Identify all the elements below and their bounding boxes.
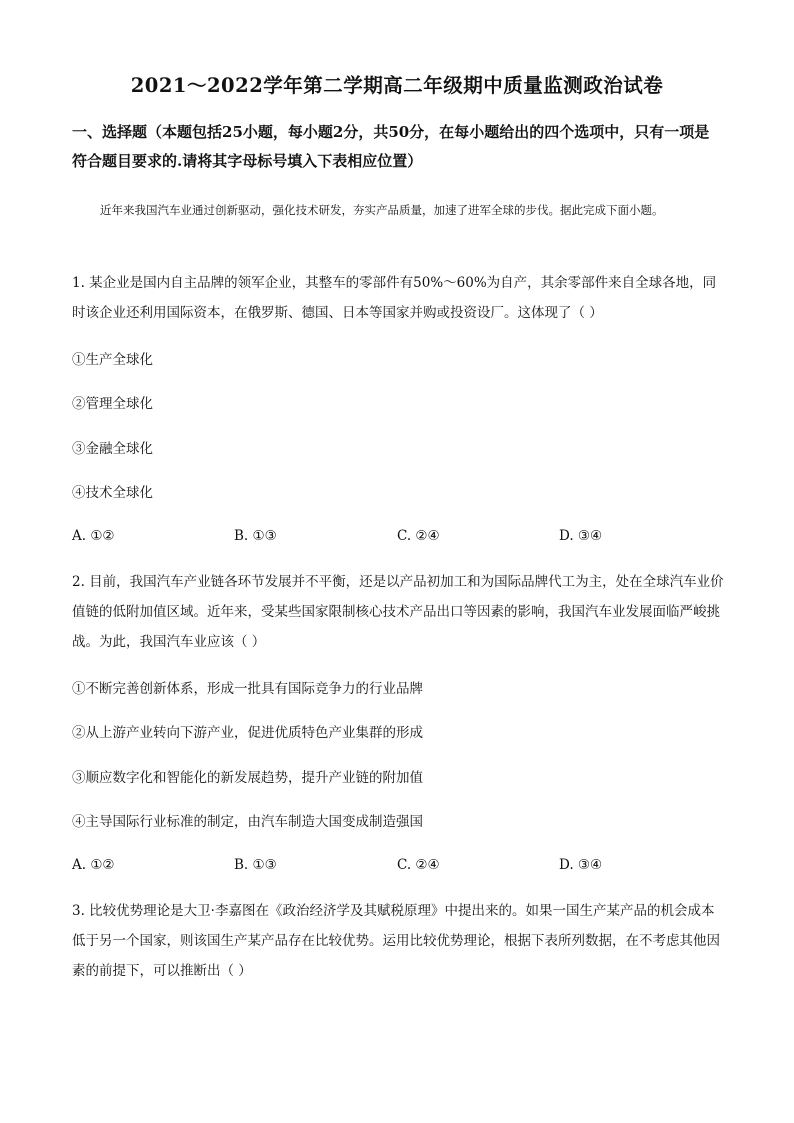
question-1-option-1: ①生产全球化 [72,352,153,368]
question-2-choice-b: B. ①③ [234,857,277,873]
question-1-stem: 1. 某企业是国内自主品牌的领军企业，其整车的零部件有50%～60%为自产，其余零部件来自全球各地，同时该企业还利用国际资本，在俄罗斯、德国、日本等国家并购或投资设厂。这体现了（ ） [72,275,717,321]
question-1-choices [72,528,724,548]
question-1-option-2: ②管理全球化 [72,396,153,412]
question-2-option-3: ③顺应数字化和智能化的新发展趋势，提升产业链的附加值 [72,770,423,786]
exam-title: 2021～2022学年第二学期高二年级期中质量监测政治试卷 [130,74,664,97]
question-2-choice-a: A. ①② [72,857,115,873]
section-heading: 一、选择题（本题包括25小题，每小题2分，共50分，在每小题给出的四个选项中，只有一项是符合题目要求的.请将其字母标号填入下表相应位置） [72,123,710,170]
question-2-stem: 2. 目前，我国汽车产业链各环节发展并不平衡，还是以产品初加工和为国际品牌代工为主，处在全球汽车业价值链的低附加值区域。近年来，受某些国家限制核心技术产品出口等因素的影响，我国汽车业发展面临严峻挑战。为此，我国汽车业应该（ ） [72,574,724,650]
question-1-choice-c: C. ②④ [397,528,440,544]
question-2-option-1: ①不断完善创新体系，形成一批具有国际竞争力的行业品牌 [72,681,423,697]
question-3-stem: 3. 比较优势理论是大卫·李嘉图在《政治经济学及其赋税原理》中提出来的。如果一国生产某产品的机会成本低于另一个国家，则该国生产某产品存在比较优势。运用比较优势理论，根据下表所列数据，在不考虑其他因素的前提下，可以推断出（ ） [72,903,720,979]
question-2-choice-d: D. ③④ [559,857,603,873]
question-2-option-4: ④主导国际行业标准的制定，由汽车制造大国变成制造强国 [72,814,423,830]
question-1-choice-b: B. ①③ [234,528,277,544]
question-2-option-2: ②从上游产业转向下游产业，促进优质特色产业集群的形成 [72,725,423,741]
question-1-option-4: ④技术全球化 [72,485,153,501]
question-1-choice-d: D. ③④ [559,528,603,544]
question-1-choice-a: A. ①② [72,528,115,544]
question-1-option-3: ③金融全球化 [72,441,153,457]
intro-passage: 近年来我国汽车业通过创新驱动，强化技术研发，夯实产品质量，加速了进军全球的步伐。据此完成下面小题。 [100,203,664,217]
question-2-choices [72,857,724,877]
question-2-choice-c: C. ②④ [397,857,440,873]
